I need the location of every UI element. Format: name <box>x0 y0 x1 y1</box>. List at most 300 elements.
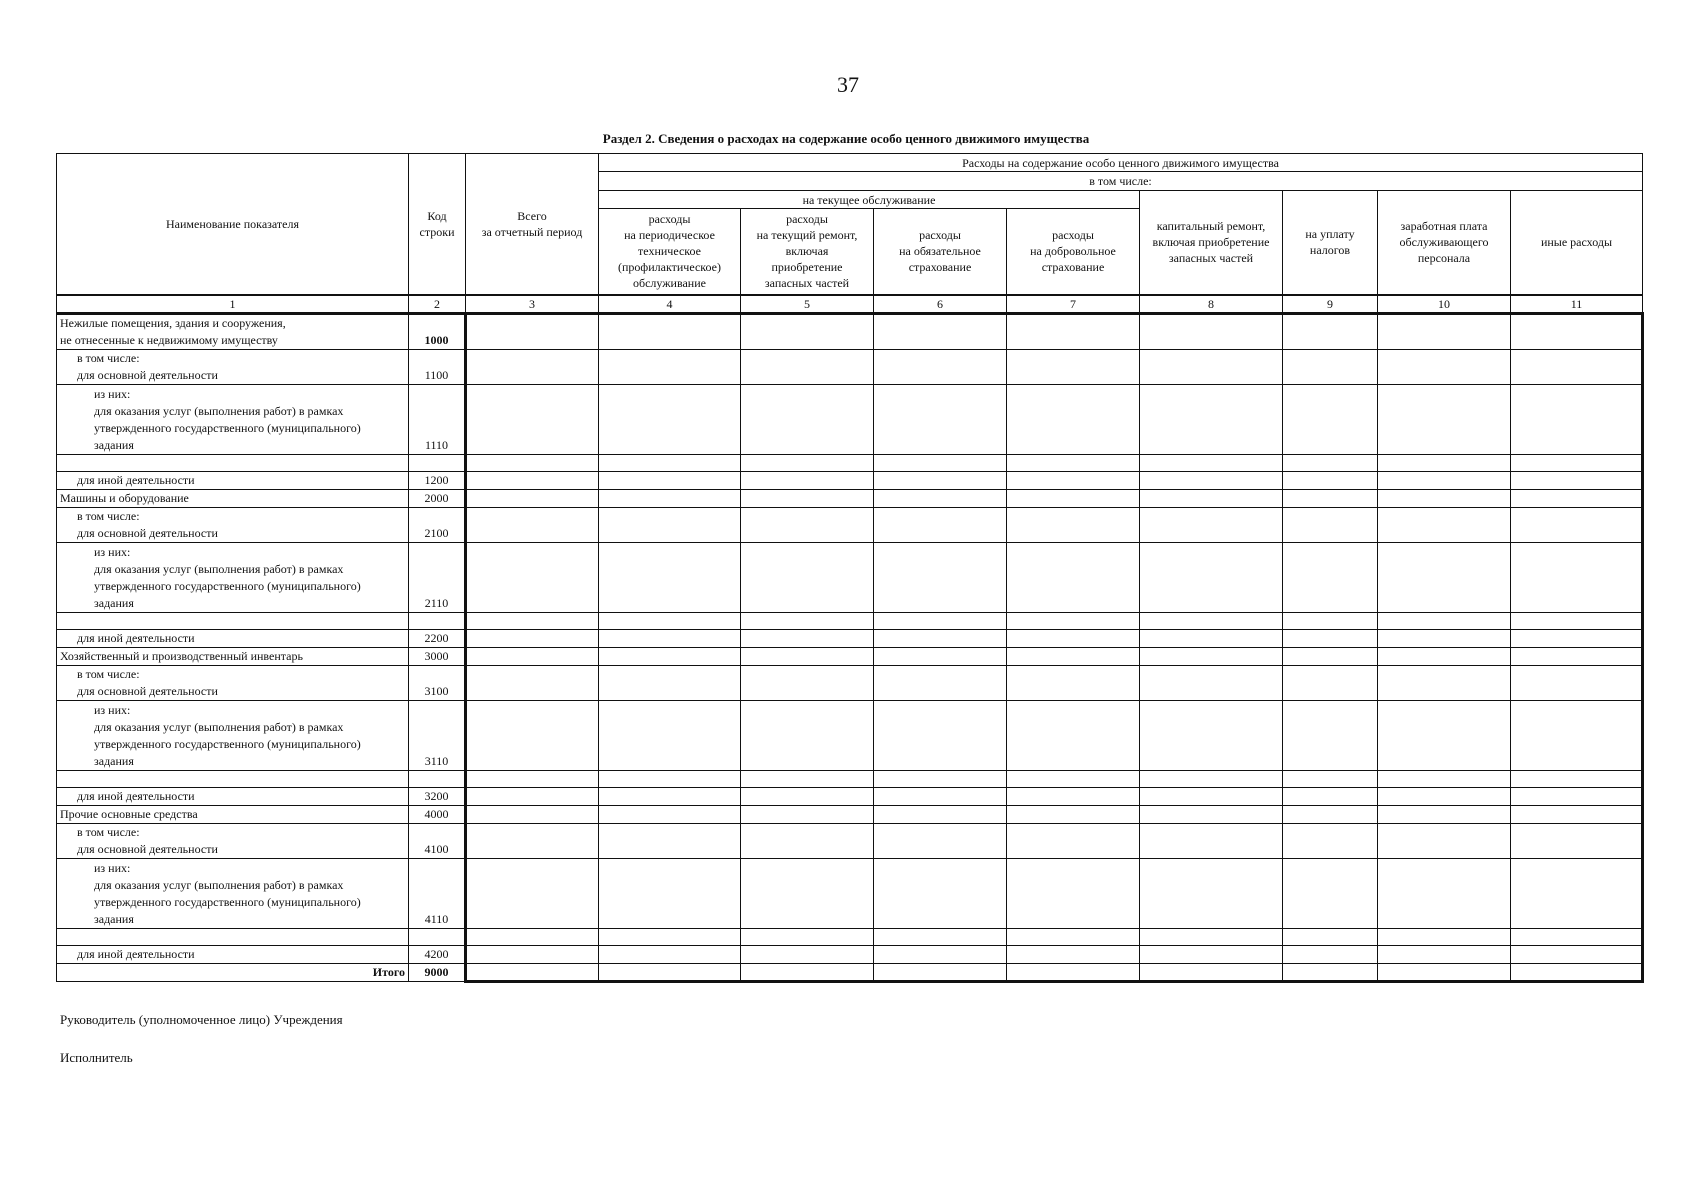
value-cell[interactable] <box>1140 384 1283 454</box>
value-cell[interactable] <box>1140 471 1283 489</box>
blank-cell <box>409 454 466 471</box>
value-cell[interactable] <box>1140 542 1283 612</box>
value-cell[interactable] <box>1007 787 1140 805</box>
value-cell[interactable] <box>466 823 599 858</box>
value-cell[interactable] <box>1140 700 1283 770</box>
column-header-4 <box>599 209 741 295</box>
table-row-blank <box>57 770 1643 787</box>
value-cell[interactable] <box>1511 471 1643 489</box>
value-cell[interactable] <box>599 489 741 507</box>
value-cell[interactable] <box>1140 349 1283 384</box>
value-cell[interactable] <box>1511 700 1643 770</box>
value-cell[interactable] <box>1511 384 1643 454</box>
header-col4-line: расходы <box>648 212 691 227</box>
value-cell[interactable] <box>741 700 874 770</box>
row-label-line: в том числе: <box>77 350 140 365</box>
value-cell[interactable] <box>599 770 741 787</box>
value-cell[interactable] <box>1378 489 1511 507</box>
value-cell[interactable] <box>1378 612 1511 629</box>
value-cell[interactable] <box>466 963 599 981</box>
value-cell[interactable] <box>599 349 741 384</box>
value-cell[interactable] <box>1007 858 1140 928</box>
table-row <box>57 471 1643 489</box>
header-code-line: строки <box>419 224 455 239</box>
value-cell[interactable] <box>741 507 874 542</box>
header-col9-line: налогов <box>1309 243 1351 258</box>
value-cell[interactable] <box>1007 349 1140 384</box>
value-cell[interactable] <box>1007 471 1140 489</box>
value-cell[interactable] <box>466 858 599 928</box>
value-cell[interactable] <box>1140 928 1283 945</box>
row-label: для иной деятельности <box>57 471 409 489</box>
value-cell[interactable] <box>1283 945 1378 963</box>
value-cell[interactable] <box>1378 629 1511 647</box>
value-cell[interactable] <box>1007 542 1140 612</box>
row-code: 2200 <box>409 629 466 647</box>
value-cell[interactable] <box>741 629 874 647</box>
value-cell[interactable] <box>1378 384 1511 454</box>
value-cell[interactable] <box>741 665 874 700</box>
column-header-7 <box>1007 209 1140 295</box>
value-cell[interactable] <box>1511 454 1643 471</box>
value-cell[interactable] <box>1283 542 1378 612</box>
row-label-line: утвержденного государственного (муниципального) <box>94 578 361 593</box>
row-label <box>57 823 409 858</box>
value-cell[interactable] <box>599 629 741 647</box>
value-cell[interactable] <box>599 612 741 629</box>
value-cell[interactable] <box>599 823 741 858</box>
value-cell[interactable] <box>874 454 1007 471</box>
row-label-line: для основной деятельности <box>77 525 218 540</box>
value-cell[interactable] <box>599 805 741 823</box>
row-label-line: для оказания услуг (выполнения работ) в рамках <box>94 719 344 734</box>
value-cell[interactable] <box>874 647 1007 665</box>
value-cell[interactable] <box>599 542 741 612</box>
value-cell[interactable] <box>599 858 741 928</box>
value-cell[interactable] <box>1140 858 1283 928</box>
table-row <box>57 647 1643 665</box>
value-cell[interactable] <box>874 542 1007 612</box>
value-cell[interactable] <box>1283 454 1378 471</box>
header-col6-line: расходы <box>919 228 961 243</box>
value-cell[interactable] <box>874 665 1007 700</box>
value-cell[interactable] <box>1283 858 1378 928</box>
value-cell[interactable] <box>874 963 1007 981</box>
value-cell[interactable] <box>1378 963 1511 981</box>
blank-cell <box>409 612 466 629</box>
row-code: 4000 <box>409 805 466 823</box>
footer-executor: Исполнитель <box>60 1050 133 1065</box>
value-cell[interactable] <box>1140 507 1283 542</box>
value-cell[interactable] <box>741 384 874 454</box>
value-cell[interactable] <box>1378 928 1511 945</box>
value-cell[interactable] <box>1140 963 1283 981</box>
row-code: 1100 <box>409 349 466 384</box>
header-col4-line: (профилактическое) <box>618 260 721 275</box>
table-row <box>57 805 1643 823</box>
value-cell[interactable] <box>1007 928 1140 945</box>
row-label-line: для оказания услуг (выполнения работ) в рамках <box>94 877 344 892</box>
blank-cell <box>409 770 466 787</box>
value-cell[interactable] <box>1511 770 1643 787</box>
value-cell[interactable] <box>1511 313 1643 349</box>
value-cell[interactable] <box>1511 805 1643 823</box>
value-cell[interactable] <box>1007 454 1140 471</box>
row-code: 3110 <box>409 700 466 770</box>
row-label-line: для основной деятельности <box>77 841 218 856</box>
value-cell[interactable] <box>874 313 1007 349</box>
value-cell[interactable] <box>599 313 741 349</box>
value-cell[interactable] <box>1283 384 1378 454</box>
footer-head-signature: Руководитель (уполномоченное лицо) Учреждения <box>60 1012 343 1027</box>
value-cell[interactable] <box>741 647 874 665</box>
value-cell[interactable] <box>599 928 741 945</box>
header-col8-line: запасных частей <box>1168 251 1254 266</box>
header-col7-line: на добровольное <box>1030 244 1116 259</box>
value-cell[interactable] <box>1007 945 1140 963</box>
value-cell[interactable] <box>741 928 874 945</box>
value-cell[interactable] <box>741 945 874 963</box>
expenses-table <box>56 153 1644 983</box>
value-cell[interactable] <box>1140 489 1283 507</box>
value-cell[interactable] <box>466 454 599 471</box>
value-cell[interactable] <box>1378 805 1511 823</box>
row-label-line: утвержденного государственного (муниципального) <box>94 736 361 751</box>
row-label: Прочие основные средства <box>57 805 409 823</box>
value-cell[interactable] <box>741 489 874 507</box>
table-row <box>57 787 1643 805</box>
row-label-line: для основной деятельности <box>77 367 218 382</box>
row-label-line: для оказания услуг (выполнения работ) в рамках <box>94 403 344 418</box>
header-col8-line: включая приобретение <box>1152 235 1270 250</box>
row-label: для иной деятельности <box>57 629 409 647</box>
value-cell[interactable] <box>1007 384 1140 454</box>
value-cell[interactable] <box>874 471 1007 489</box>
column-header-6 <box>874 209 1007 295</box>
value-cell[interactable] <box>1283 928 1378 945</box>
row-label-line: утвержденного государственного (муниципального) <box>94 420 361 435</box>
value-cell[interactable] <box>1140 313 1283 349</box>
value-cell[interactable] <box>1283 507 1378 542</box>
column-header-8 <box>1140 191 1283 295</box>
column-header-code <box>409 154 466 295</box>
value-cell[interactable] <box>741 963 874 981</box>
total-label: Итого <box>57 963 409 981</box>
row-code: 4100 <box>409 823 466 858</box>
value-cell[interactable] <box>1007 507 1140 542</box>
value-cell[interactable] <box>466 629 599 647</box>
table-row <box>57 858 1643 928</box>
blank-cell <box>57 612 409 629</box>
row-label-line: в том числе: <box>77 824 140 839</box>
column-number: 1 <box>57 295 409 314</box>
header-col5-line: включая <box>785 244 829 259</box>
value-cell[interactable] <box>599 787 741 805</box>
value-cell[interactable] <box>874 945 1007 963</box>
row-label <box>57 384 409 454</box>
table-row <box>57 507 1643 542</box>
value-cell[interactable] <box>1140 647 1283 665</box>
row-label: Хозяйственный и производственный инвентарь <box>57 647 409 665</box>
header-total-line: за отчетный период <box>481 224 583 239</box>
value-cell[interactable] <box>741 787 874 805</box>
header-col5-line: расходы <box>786 212 828 227</box>
value-cell[interactable] <box>1140 945 1283 963</box>
value-cell[interactable] <box>1007 647 1140 665</box>
header-col4-line: обслуживание <box>633 276 706 291</box>
value-cell[interactable] <box>1007 313 1140 349</box>
column-number: 7 <box>1007 295 1140 314</box>
column-number: 3 <box>466 295 599 314</box>
value-cell[interactable] <box>599 665 741 700</box>
section-title: Раздел 2. Сведения о расходах на содержание особо ценного движимого имущества <box>602 131 1090 146</box>
value-cell[interactable] <box>1283 612 1378 629</box>
header-col7-line: расходы <box>1052 228 1094 243</box>
row-label-line: задания <box>94 437 134 452</box>
value-cell[interactable] <box>1283 700 1378 770</box>
value-cell[interactable] <box>599 384 741 454</box>
value-cell[interactable] <box>874 349 1007 384</box>
value-cell[interactable] <box>1511 963 1643 981</box>
row-label-line: из них: <box>94 386 131 401</box>
value-cell[interactable] <box>1378 823 1511 858</box>
value-cell[interactable] <box>1007 489 1140 507</box>
value-cell[interactable] <box>1378 454 1511 471</box>
value-cell[interactable] <box>1378 507 1511 542</box>
value-cell[interactable] <box>874 858 1007 928</box>
row-code: 1000 <box>409 313 466 349</box>
value-cell[interactable] <box>466 647 599 665</box>
header-code-line: Код <box>427 208 447 223</box>
table-row <box>57 945 1643 963</box>
row-label-line: задания <box>94 753 134 768</box>
value-cell[interactable] <box>1007 805 1140 823</box>
value-cell[interactable] <box>1378 945 1511 963</box>
table-row-blank <box>57 612 1643 629</box>
value-cell[interactable] <box>1283 647 1378 665</box>
value-cell[interactable] <box>1283 963 1378 981</box>
value-cell[interactable] <box>1511 349 1643 384</box>
value-cell[interactable] <box>741 858 874 928</box>
value-cell[interactable] <box>466 928 599 945</box>
value-cell[interactable] <box>1007 823 1140 858</box>
value-cell[interactable] <box>466 665 599 700</box>
row-label <box>57 700 409 770</box>
header-col5-line: приобретение <box>771 260 843 275</box>
column-number: 5 <box>741 295 874 314</box>
value-cell[interactable] <box>466 313 599 349</box>
value-cell[interactable] <box>1007 700 1140 770</box>
column-number: 8 <box>1140 295 1283 314</box>
value-cell[interactable] <box>1511 629 1643 647</box>
value-cell[interactable] <box>1283 471 1378 489</box>
value-cell[interactable] <box>1007 963 1140 981</box>
value-cell[interactable] <box>1378 665 1511 700</box>
value-cell[interactable] <box>1378 770 1511 787</box>
value-cell[interactable] <box>1140 823 1283 858</box>
value-cell[interactable] <box>466 471 599 489</box>
value-cell[interactable] <box>1007 665 1140 700</box>
value-cell[interactable] <box>1378 647 1511 665</box>
value-cell[interactable] <box>1283 489 1378 507</box>
value-cell[interactable] <box>874 770 1007 787</box>
value-cell[interactable] <box>874 489 1007 507</box>
value-cell[interactable] <box>466 349 599 384</box>
value-cell[interactable] <box>741 542 874 612</box>
table-row <box>57 313 1643 349</box>
value-cell[interactable] <box>741 770 874 787</box>
value-cell[interactable] <box>1511 665 1643 700</box>
row-label-line: в том числе: <box>77 666 140 681</box>
value-cell[interactable] <box>466 384 599 454</box>
header-col5-line: запасных частей <box>764 276 850 291</box>
value-cell[interactable] <box>1140 612 1283 629</box>
value-cell[interactable] <box>466 700 599 770</box>
value-cell[interactable] <box>599 945 741 963</box>
value-cell[interactable] <box>1511 928 1643 945</box>
value-cell[interactable] <box>741 454 874 471</box>
table-row <box>57 542 1643 612</box>
header-col4-line: на периодическое <box>624 228 715 243</box>
row-code: 3000 <box>409 647 466 665</box>
value-cell[interactable] <box>874 928 1007 945</box>
row-label-line: утвержденного государственного (муниципального) <box>94 894 361 909</box>
header-col10-line: обслуживающего <box>1399 235 1489 250</box>
value-cell[interactable] <box>874 384 1007 454</box>
value-cell[interactable] <box>874 823 1007 858</box>
header-col8-line: капитальный ремонт, <box>1156 219 1266 234</box>
value-cell[interactable] <box>1511 489 1643 507</box>
value-cell[interactable] <box>1511 823 1643 858</box>
value-cell[interactable] <box>466 542 599 612</box>
row-label-line: из них: <box>94 860 131 875</box>
value-cell[interactable] <box>1283 349 1378 384</box>
value-cell[interactable] <box>466 805 599 823</box>
value-cell[interactable] <box>599 471 741 489</box>
row-label-line: задания <box>94 595 134 610</box>
value-cell[interactable] <box>874 507 1007 542</box>
row-code: 3200 <box>409 787 466 805</box>
column-group-including: в том числе: <box>599 172 1643 191</box>
value-cell[interactable] <box>1378 787 1511 805</box>
value-cell[interactable] <box>466 770 599 787</box>
value-cell[interactable] <box>1140 665 1283 700</box>
value-cell[interactable] <box>1283 823 1378 858</box>
value-cell[interactable] <box>1283 770 1378 787</box>
blank-cell <box>57 770 409 787</box>
value-cell[interactable] <box>1140 629 1283 647</box>
value-cell[interactable] <box>1140 770 1283 787</box>
value-cell[interactable] <box>1140 454 1283 471</box>
value-cell[interactable] <box>466 507 599 542</box>
value-cell[interactable] <box>1378 858 1511 928</box>
header-col7-line: страхование <box>1041 260 1105 275</box>
blank-cell <box>57 454 409 471</box>
row-code: 4110 <box>409 858 466 928</box>
value-cell[interactable] <box>1378 349 1511 384</box>
value-cell[interactable] <box>1511 647 1643 665</box>
header-col5-line: на текущий ремонт, <box>756 228 858 243</box>
value-cell[interactable] <box>1007 612 1140 629</box>
value-cell[interactable] <box>599 454 741 471</box>
value-cell[interactable] <box>466 612 599 629</box>
value-cell[interactable] <box>1283 805 1378 823</box>
row-label-line: из них: <box>94 544 131 559</box>
value-cell[interactable] <box>599 647 741 665</box>
value-cell[interactable] <box>466 787 599 805</box>
value-cell[interactable] <box>1511 612 1643 629</box>
row-label <box>57 349 409 384</box>
column-number: 10 <box>1378 295 1511 314</box>
table-row-blank <box>57 928 1643 945</box>
column-header-11: иные расходы <box>1511 191 1643 295</box>
value-cell[interactable] <box>1378 313 1511 349</box>
column-number: 9 <box>1283 295 1378 314</box>
value-cell[interactable] <box>1140 787 1283 805</box>
value-cell[interactable] <box>874 612 1007 629</box>
value-cell[interactable] <box>1283 787 1378 805</box>
value-cell[interactable] <box>1007 629 1140 647</box>
value-cell[interactable] <box>1283 629 1378 647</box>
row-label-line: Нежилые помещения, здания и сооружения, <box>60 315 286 330</box>
value-cell[interactable] <box>599 507 741 542</box>
table-row <box>57 700 1643 770</box>
value-cell[interactable] <box>599 963 741 981</box>
column-header-name: Наименование показателя <box>57 154 409 295</box>
value-cell[interactable] <box>466 489 599 507</box>
value-cell[interactable] <box>1007 770 1140 787</box>
value-cell[interactable] <box>741 805 874 823</box>
table-row-total <box>57 963 1643 981</box>
row-label <box>57 665 409 700</box>
header-col6-line: на обязательное <box>899 244 981 259</box>
value-cell[interactable] <box>1140 805 1283 823</box>
value-cell[interactable] <box>1378 700 1511 770</box>
value-cell[interactable] <box>1283 665 1378 700</box>
table-row <box>57 349 1643 384</box>
value-cell[interactable] <box>874 805 1007 823</box>
value-cell[interactable] <box>741 313 874 349</box>
row-label <box>57 313 409 349</box>
value-cell[interactable] <box>466 945 599 963</box>
value-cell[interactable] <box>741 471 874 489</box>
value-cell[interactable] <box>741 612 874 629</box>
row-code: 2000 <box>409 489 466 507</box>
value-cell[interactable] <box>1511 787 1643 805</box>
row-label: для иной деятельности <box>57 787 409 805</box>
value-cell[interactable] <box>1511 858 1643 928</box>
value-cell[interactable] <box>874 700 1007 770</box>
value-cell[interactable] <box>874 629 1007 647</box>
row-code: 9000 <box>409 963 466 981</box>
value-cell[interactable] <box>1283 313 1378 349</box>
value-cell[interactable] <box>599 700 741 770</box>
page-number: 37 <box>837 72 859 97</box>
value-cell[interactable] <box>741 349 874 384</box>
value-cell[interactable] <box>1378 542 1511 612</box>
value-cell[interactable] <box>874 787 1007 805</box>
value-cell[interactable] <box>1511 542 1643 612</box>
row-label <box>57 858 409 928</box>
column-number: 4 <box>599 295 741 314</box>
value-cell[interactable] <box>1378 471 1511 489</box>
row-code: 1200 <box>409 471 466 489</box>
value-cell[interactable] <box>1511 945 1643 963</box>
row-code: 1110 <box>409 384 466 454</box>
value-cell[interactable] <box>1511 507 1643 542</box>
value-cell[interactable] <box>741 823 874 858</box>
header-col10-line: заработная плата <box>1400 219 1488 234</box>
